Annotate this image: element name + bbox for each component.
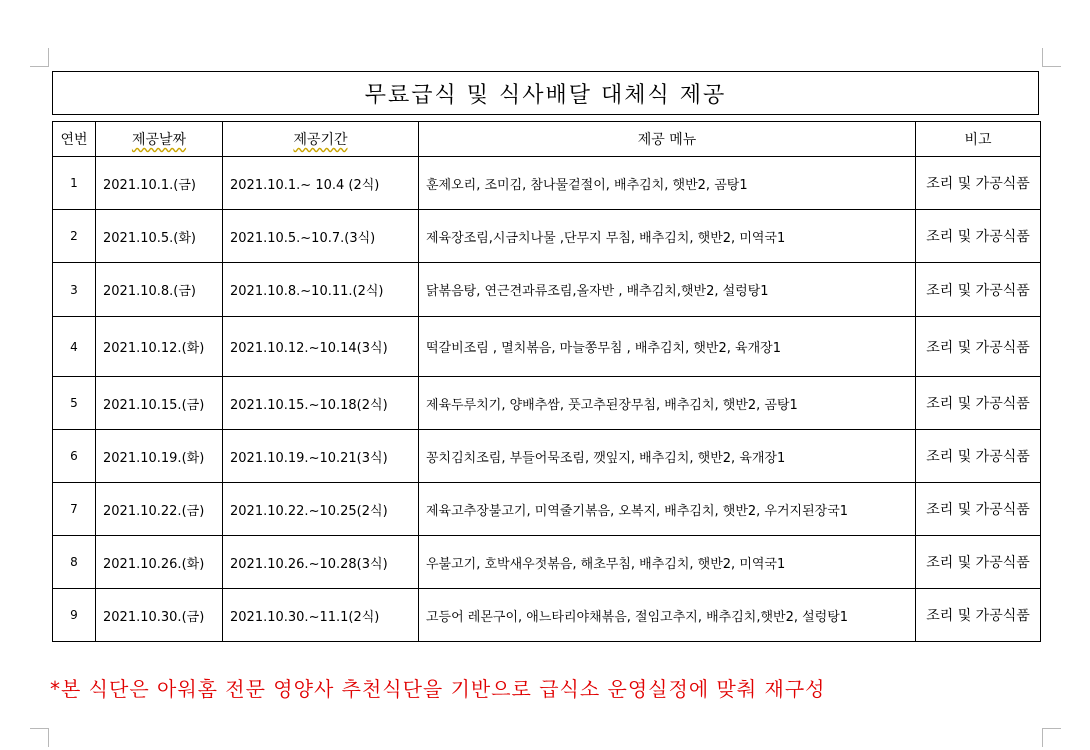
row-no: 4: [53, 317, 96, 377]
meal-menu-table: [52, 121, 1041, 642]
row-no: 3: [53, 263, 96, 317]
row-menu: 닭볶음탕, 연근견과류조림,올자반 , 배추김치,햇반2, 설렁탕1: [419, 263, 916, 317]
row-note: 조리 및 가공식품: [916, 483, 1041, 536]
row-menu: 고등어 레몬구이, 애느타리야채볶음, 절임고추지, 배추김치,햇반2, 설렁탕1: [419, 589, 916, 642]
row-note: 조리 및 가공식품: [916, 430, 1041, 483]
row-menu: 제육고추장불고기, 미역줄기볶음, 오복지, 배추김치, 햇반2, 우거지된장국1: [419, 483, 916, 536]
row-menu: 훈제오리, 조미김, 참나물겉절이, 배추김치, 햇반2, 곰탕1: [419, 157, 916, 210]
table-row: [53, 589, 1041, 642]
row-period: 2021.10.12.~10.14(3식): [223, 317, 419, 377]
row-menu: 꽁치김치조림, 부들어묵조림, 깻잎지, 배추김치, 햇반2, 육개장1: [419, 430, 916, 483]
row-date: 2021.10.1.(금): [96, 157, 223, 210]
row-menu: 제육두루치기, 양배추쌈, 풋고추된장무침, 배추김치, 햇반2, 곰탕1: [419, 377, 916, 430]
header-period-text: 제공기간: [293, 132, 348, 148]
row-menu: 떡갈비조림 , 멸치볶음, 마늘쫑무침 , 배추김치, 햇반2, 육개장1: [419, 317, 916, 377]
row-note: 조리 및 가공식품: [916, 589, 1041, 642]
row-date: 2021.10.26.(화): [96, 536, 223, 589]
row-date: 2021.10.30.(금): [96, 589, 223, 642]
table-row: [53, 483, 1041, 536]
row-period: 2021.10.5.~10.7.(3식): [223, 210, 419, 263]
row-date: 2021.10.5.(화): [96, 210, 223, 263]
row-date: 2021.10.22.(금): [96, 483, 223, 536]
table-row: [53, 317, 1041, 377]
crop-mark-bottom-left: [30, 728, 49, 747]
table-row: [53, 210, 1041, 263]
header-no: 연번: [53, 122, 96, 157]
header-date: [96, 122, 223, 157]
table-row: [53, 430, 1041, 483]
crop-mark-top-right: [1042, 48, 1061, 67]
row-period: 2021.10.22.~10.25(2식): [223, 483, 419, 536]
row-date: 2021.10.12.(화): [96, 317, 223, 377]
footnote: *본 식단은 아워홈 전문 영양사 추천식단을 기반으로 급식소 운영실정에 맞춰 재구성: [50, 677, 826, 701]
row-no: 7: [53, 483, 96, 536]
table-row: [53, 377, 1041, 430]
header-menu: 제공 메뉴: [419, 122, 916, 157]
row-period: 2021.10.26.~10.28(3식): [223, 536, 419, 589]
row-note: 조리 및 가공식품: [916, 210, 1041, 263]
row-note: 조리 및 가공식품: [916, 377, 1041, 430]
row-no: 9: [53, 589, 96, 642]
row-menu: 우불고기, 호박새우젓볶음, 해초무침, 배추김치, 햇반2, 미역국1: [419, 536, 916, 589]
table-header-row: [53, 122, 1041, 157]
row-period: 2021.10.1.~ 10.4 (2식): [223, 157, 419, 210]
row-no: 5: [53, 377, 96, 430]
row-note: 조리 및 가공식품: [916, 536, 1041, 589]
document-title: [52, 71, 1039, 115]
crop-mark-top-left: [30, 48, 49, 67]
row-no: 2: [53, 210, 96, 263]
row-menu: 제육장조림,시금치나물 ,단무지 무침, 배추김치, 햇반2, 미역국1: [419, 210, 916, 263]
row-no: 6: [53, 430, 96, 483]
row-period: 2021.10.19.~10.21(3식): [223, 430, 419, 483]
row-note: 조리 및 가공식품: [916, 317, 1041, 377]
row-note: 조리 및 가공식품: [916, 157, 1041, 210]
row-note: 조리 및 가공식품: [916, 263, 1041, 317]
row-date: 2021.10.15.(금): [96, 377, 223, 430]
table-row: [53, 536, 1041, 589]
crop-mark-bottom-right: [1042, 728, 1061, 747]
row-period: 2021.10.8.~10.11.(2식): [223, 263, 419, 317]
row-date: 2021.10.8.(금): [96, 263, 223, 317]
table-row: [53, 263, 1041, 317]
row-no: 1: [53, 157, 96, 210]
row-no: 8: [53, 536, 96, 589]
table-row: [53, 157, 1041, 210]
header-period: [223, 122, 419, 157]
row-period: 2021.10.15.~10.18(2식): [223, 377, 419, 430]
document-title-text: 무료급식 및 식사배달 대체식 제공: [364, 82, 727, 108]
header-note: 비고: [916, 122, 1041, 157]
header-date-text: 제공날짜: [131, 132, 187, 148]
row-period: 2021.10.30.~11.1(2식): [223, 589, 419, 642]
row-date: 2021.10.19.(화): [96, 430, 223, 483]
